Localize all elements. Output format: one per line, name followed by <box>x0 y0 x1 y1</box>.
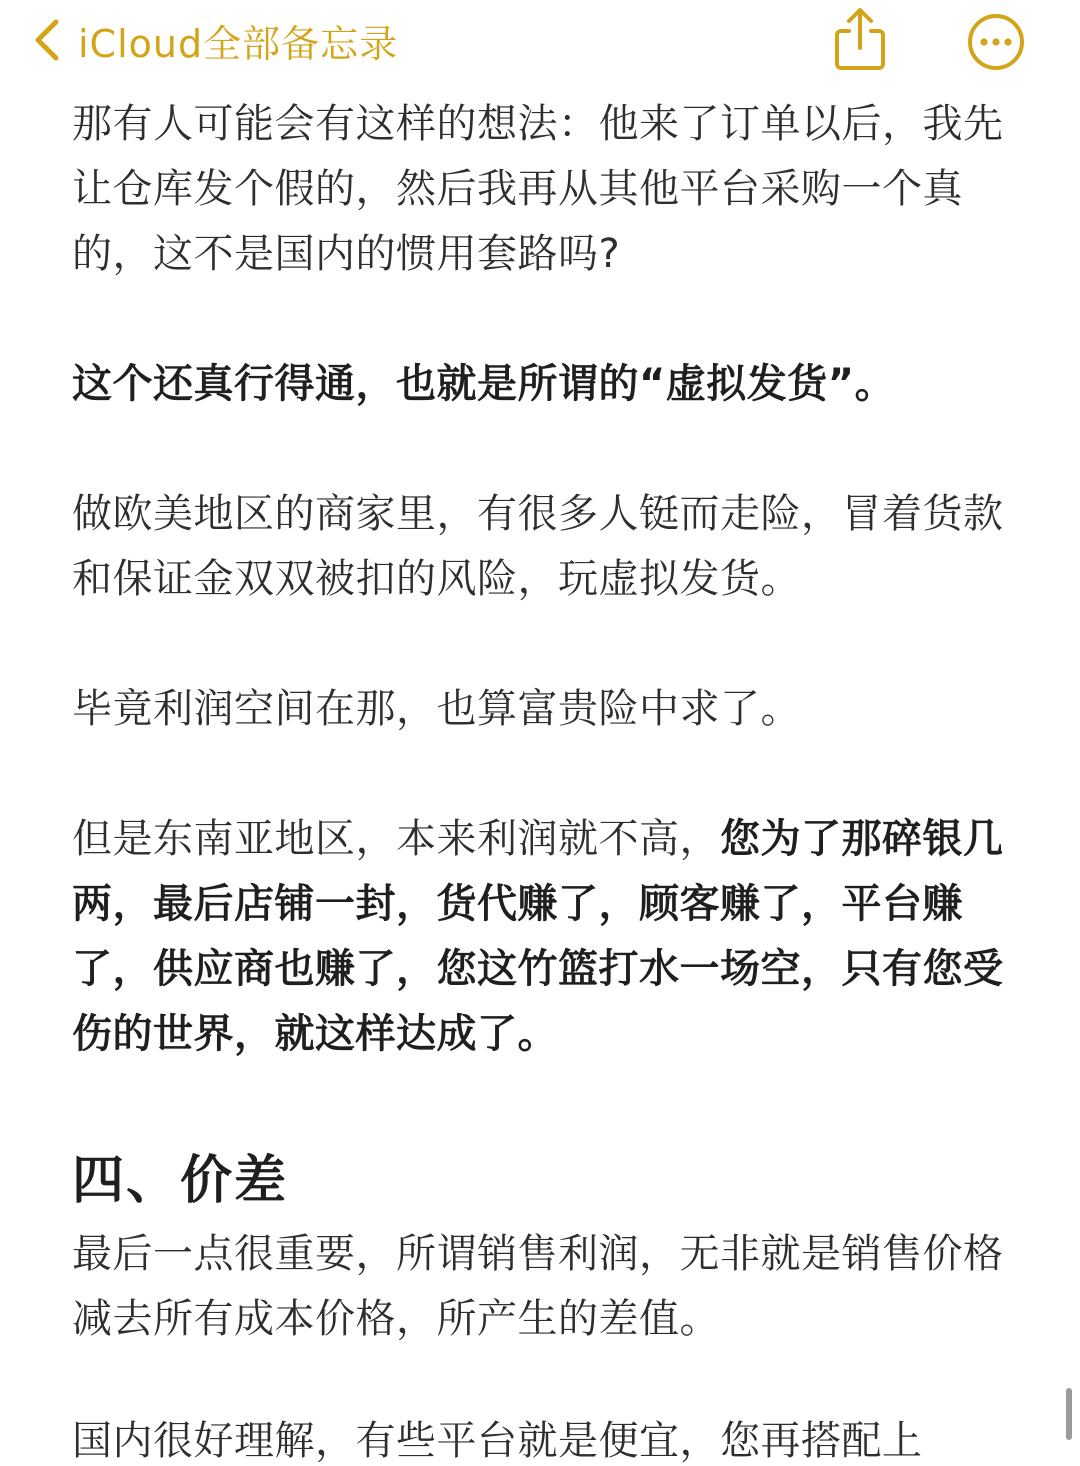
section-heading: 四、价差 <box>72 1151 289 1211</box>
paragraph-7-partial: 国内很好理解，有些平台就是便宜，您再搭配上 <box>72 1418 923 1464</box>
back-button-label: iCloud全部备忘录 <box>78 21 399 66</box>
blank-line <box>72 742 1012 807</box>
paragraph-5-normal: 但是东南亚地区，本来利润就不高， <box>72 816 720 862</box>
scrollbar[interactable] <box>1066 1388 1072 1440</box>
paragraph-6: 最后一点很重要，所谓销售利润，无非就是销售价格减去所有成本价格，所产生的差值。 <box>72 1231 1004 1342</box>
paragraph-5 <box>72 807 1012 1067</box>
blank-line <box>72 417 1012 482</box>
back-button[interactable] <box>30 10 398 70</box>
blank-line <box>72 1067 1012 1132</box>
blank-line <box>72 287 1012 352</box>
blank-line <box>72 612 1012 677</box>
paragraph-1: 那有人可能会有这样的想法：他来了订单以后，我先让仓库发个假的，然后我再从其他平台采购一个真的，这不是国内的惯用套路吗? <box>72 101 1004 277</box>
paragraph-3: 做欧美地区的商家里，有很多人铤而走险，冒着货款和保证金双双被扣的风险，玩虚拟发货。 <box>72 491 1004 602</box>
paragraph-4: 毕竟利润空间在那，也算富贵险中求了。 <box>72 686 801 732</box>
share-icon[interactable] <box>832 6 888 72</box>
navigation-bar <box>0 0 1080 84</box>
paragraph-5-bold: 您为了那碎银几两，最后店铺一封，货代赚了，顾客赚了，平台赚了，供应商也赚了，您这竹篮打水一场空，只有您受伤的世界，就这样达成了。 <box>72 816 1004 1057</box>
more-icon[interactable] <box>966 12 1026 72</box>
note-body[interactable] <box>72 92 1012 1352</box>
paragraph-2-bold: 这个还真行得通，也就是所谓的“虚拟发货”。 <box>72 361 896 407</box>
chevron-left-icon <box>30 17 64 63</box>
